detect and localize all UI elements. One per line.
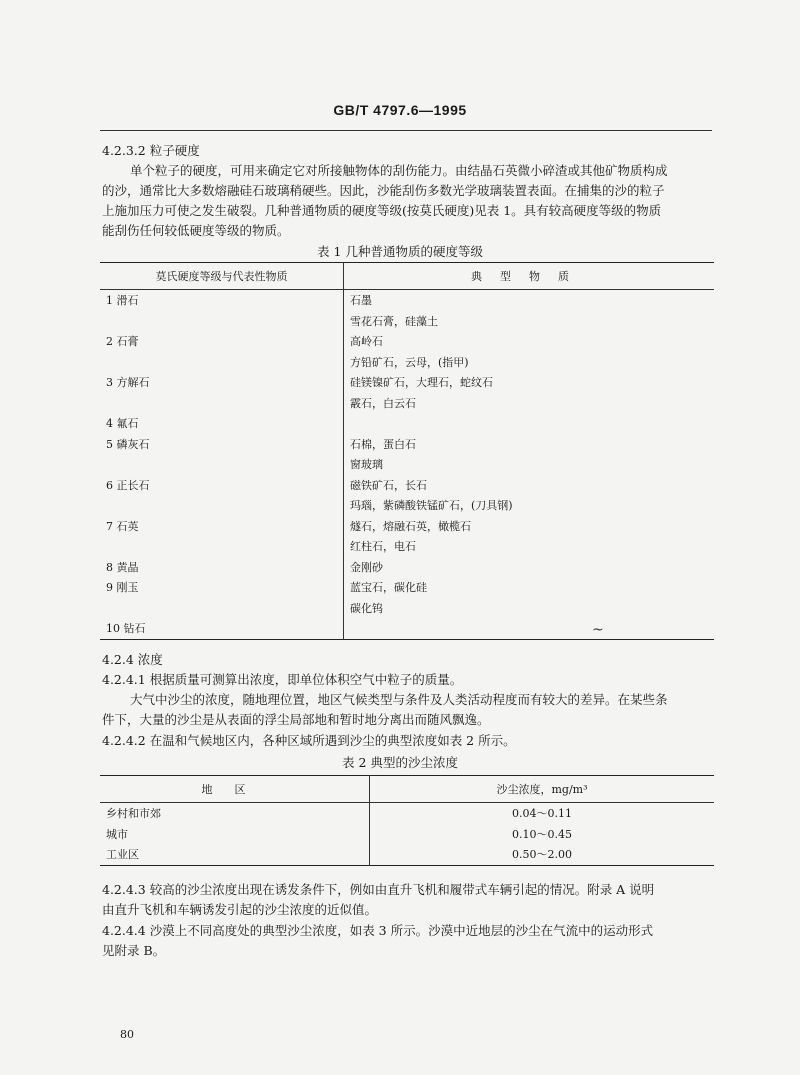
row-value-cell: [344, 413, 715, 434]
row-value-cell: 石棉，蛋白石: [350, 437, 416, 451]
row-label-cell: 7 石英: [100, 516, 344, 537]
row-label-cell: [100, 311, 344, 332]
row-label-cell: [100, 536, 344, 557]
row-value-cell: 玛瑙，紫磷酸铁锰矿石，(刀具钢): [350, 499, 513, 513]
table-row: [100, 352, 714, 373]
column-header: 地区: [100, 776, 370, 803]
table-row: [100, 393, 714, 414]
table-row: [100, 311, 714, 332]
section-heading-424: 4.2.4 浓度: [102, 652, 163, 667]
table-row: [100, 577, 714, 598]
row-value-cell: 霰石，白云石: [350, 396, 416, 410]
paragraph-line: 见附录 B。: [102, 943, 166, 958]
page-number: 80: [120, 1028, 134, 1041]
row-label-cell: 9 刚玉: [100, 577, 344, 598]
paragraph-line: 4.2.4.3 较高的沙尘浓度出现在诱发条件下，例如由直升飞机和履带式车辆引起的情况。附录 A 说明: [102, 882, 655, 897]
table-row: [100, 844, 714, 865]
row-value-cell: 高岭石: [350, 335, 383, 349]
row-label-cell: [100, 454, 344, 475]
row-value-cell: 0.10～0.45: [512, 827, 572, 841]
row-label-cell: 5 磷灰石: [100, 434, 344, 455]
table1-body: [100, 290, 714, 640]
row-value-cell: 蓝宝石，碳化硅: [350, 581, 427, 595]
row-label-cell: [100, 352, 344, 373]
row-label-cell: 城市: [100, 824, 370, 845]
row-value-cell: 雪花石膏，硅藻土: [350, 314, 438, 328]
section-heading-4232: 4.2.3.2 粒子硬度: [102, 143, 200, 158]
table-row: [100, 475, 714, 496]
row-value-cell: 碳化钨: [350, 601, 383, 615]
column-header: 典型物质: [344, 263, 715, 290]
row-label-cell: 10 钻石: [100, 618, 344, 639]
table-row: [100, 495, 714, 516]
table-row: [100, 618, 714, 639]
row-label-cell: [100, 393, 344, 414]
column-header: 沙尘浓度，mg/m³: [370, 776, 715, 803]
row-value-cell: 0.50～2.00: [512, 848, 572, 862]
table-row: [100, 536, 714, 557]
row-label-cell: 6 正长石: [100, 475, 344, 496]
table-row: [100, 598, 714, 619]
table-row: [100, 372, 714, 393]
paragraph-line: 能刮伤任何较低硬度等级的物质。: [102, 223, 290, 238]
row-label-cell: 8 黄晶: [100, 557, 344, 578]
hardness-table: [100, 262, 714, 640]
row-label-cell: 4 氟石: [100, 413, 344, 434]
row-label-cell: 工业区: [100, 844, 370, 865]
column-header: 莫氏硬度等级与代表性物质: [100, 263, 344, 290]
table-row: [100, 290, 714, 311]
row-value-cell: 0.04～0.11: [512, 807, 572, 821]
row-value-cell: 磁铁矿石，长石: [350, 478, 427, 492]
table-row: [100, 803, 714, 824]
table-header-row: [100, 263, 714, 290]
row-value-cell: 硅镁镍矿石，大理石，蛇纹石: [350, 376, 493, 390]
header-rule: [100, 130, 712, 131]
table-header-row: [100, 776, 714, 803]
paragraph-line: 单个粒子的硬度，可用来确定它对所接触物体的刮伤能力。由结晶石英微小碎渣或其他矿物质构成: [130, 163, 668, 178]
table-row: [100, 557, 714, 578]
row-value-cell: 金刚砂: [350, 560, 383, 574]
row-label-cell: 1 滑石: [100, 290, 344, 311]
table-row: [100, 824, 714, 845]
table-row: [100, 331, 714, 352]
row-label-cell: [100, 598, 344, 619]
table2-caption: 表 2 典型的沙尘浓度: [342, 755, 458, 770]
paragraph-line: 由直升飞机和车辆诱发引起的沙尘浓度的近似值。: [102, 902, 378, 917]
row-label-cell: 3 方解石: [100, 372, 344, 393]
table-row: [100, 434, 714, 455]
table2-body: [100, 803, 714, 866]
paragraph-line: 4.2.4.4 沙漠上不同高度处的典型沙尘浓度，如表 3 所示。沙漠中近地层的沙尘在气流中的运动形式: [102, 923, 654, 938]
row-label-cell: [100, 495, 344, 516]
row-value-cell: [344, 618, 715, 639]
dust-concentration-table: [100, 775, 714, 866]
paragraph-line: 件下，大量的沙尘是从表面的浮尘局部地和暂时地分离出而随风飘逸。: [102, 712, 490, 727]
row-value-cell: 方铅矿石，云母，(指甲): [350, 355, 469, 369]
table-row: [100, 516, 714, 537]
standard-code-header: GB/T 4797.6—1995: [333, 102, 467, 118]
paragraph-line: 4.2.4.2 在温和气候地区内，各种区域所遇到沙尘的典型浓度如表 2 所示。: [102, 733, 516, 748]
row-value-cell: 石墨: [350, 294, 372, 308]
paragraph-line: 上施加压力可使之发生破裂。几种普通物质的硬度等级(按莫氏硬度)见表 1。具有较高硬度等级的物质: [102, 203, 662, 218]
table-row: [100, 413, 714, 434]
row-value-cell: 窗玻璃: [350, 458, 383, 472]
paragraph-line: 4.2.4.1 根据质量可测算出浓度，即单位体积空气中粒子的质量。: [102, 672, 463, 687]
row-label-cell: 2 石膏: [100, 331, 344, 352]
paragraph-line: 的沙，通常比大多数熔融硅石玻璃稍硬些。因此，沙能刮伤多数光学玻璃装置表面。在捕集的沙的粒子: [102, 183, 665, 198]
stray-mark: ~: [592, 622, 604, 638]
row-label-cell: 乡村和市郊: [100, 803, 370, 824]
row-value-cell: 红柱石，电石: [350, 540, 416, 554]
table1-caption: 表 1 几种普通物质的硬度等级: [317, 244, 483, 259]
paragraph-line: 大气中沙尘的浓度，随地理位置，地区气候类型与条件及人类活动程度而有较大的差异。在某些条: [130, 692, 668, 707]
row-value-cell: 燧石，熔融石英，橄榄石: [350, 519, 471, 533]
table-row: [100, 454, 714, 475]
